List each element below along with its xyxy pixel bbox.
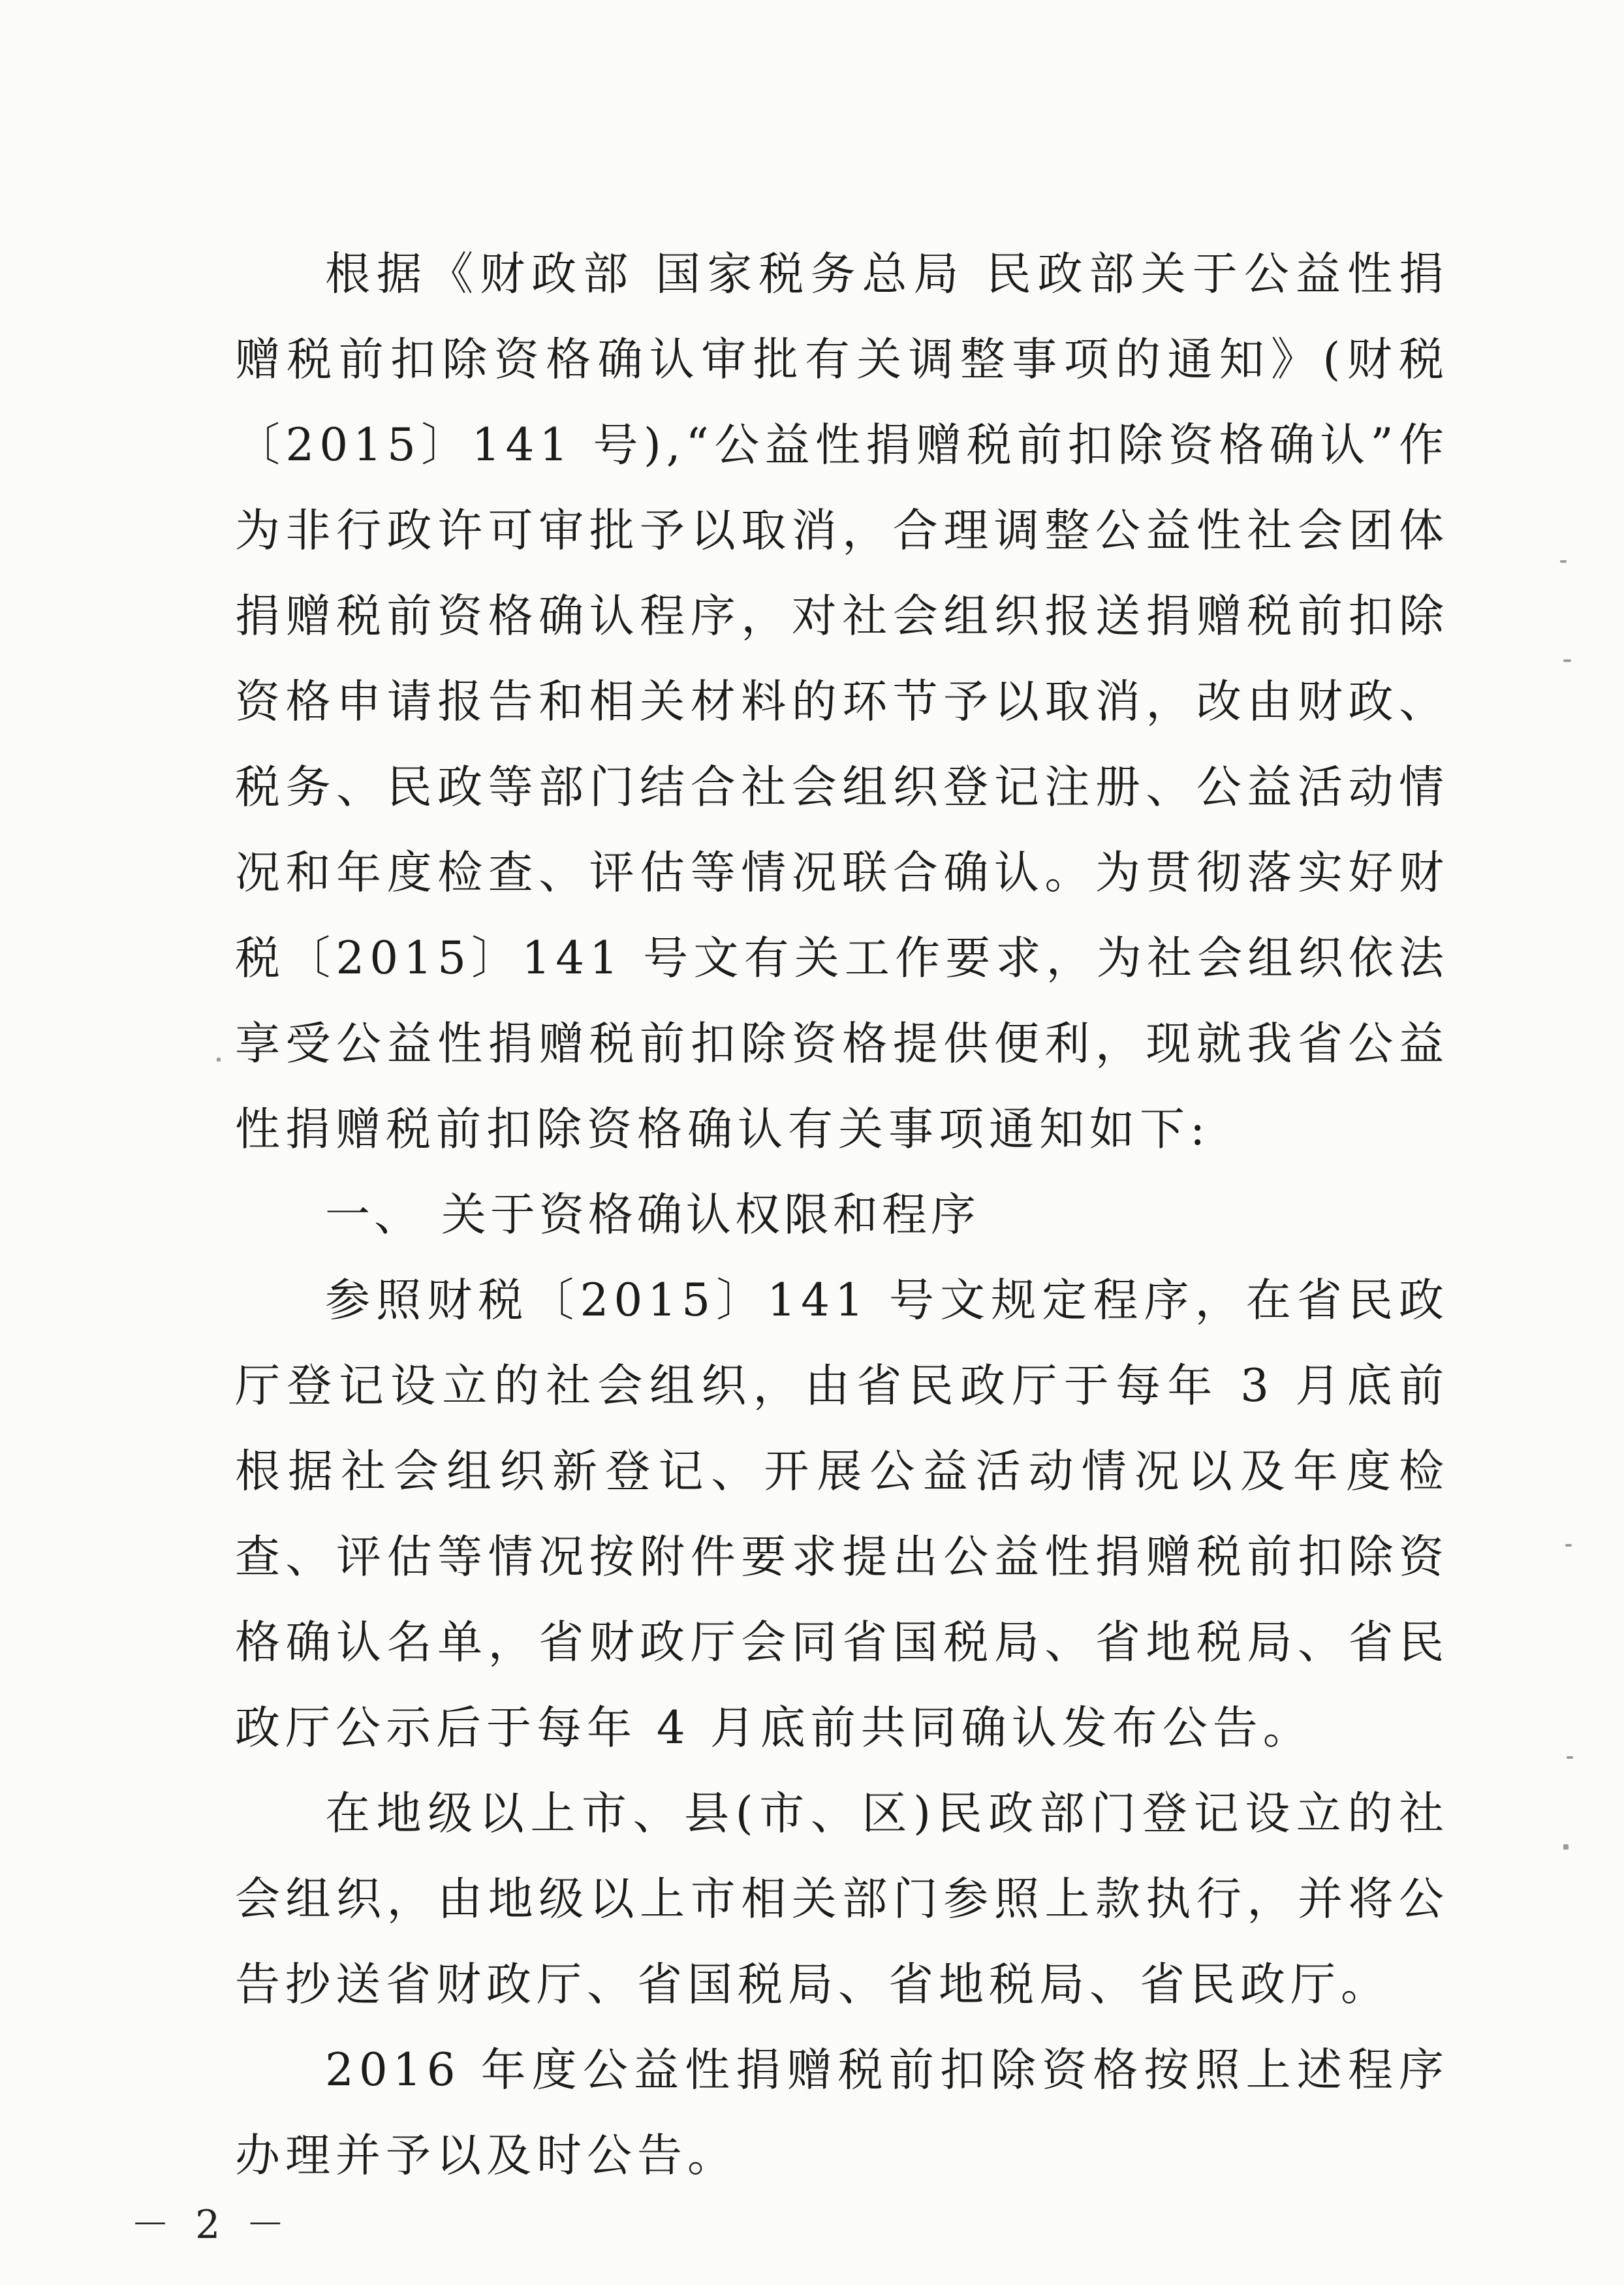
paragraph-intro: 根据《财政部 国家税务总局 民政部关于公益性捐赠税前扣除资格确认审批有关调整事项的通知》(财税〔2015〕141 号),“公益性捐赠税前扣除资格确认”作为非行政许可审批予以取消，合理调整公益性社会团体捐赠税前资格确认程序，对社会组织报送捐赠税前扣除资格申请报告和相关材料的环节予以取消，改由财政、税务、民政等部门结合社会组织登记注册、公益活动情况和年度检查、评估等情况联合确认。为贯彻落实好财税〔2015〕141 号文有关工作要求，为社会组织依法享受公益性捐赠税前扣除资格提供便利，现就我省公益性捐赠税前扣除资格确认有关事项通知如下: — [235, 248, 1449, 1156]
scan-speck — [1565, 1544, 1572, 1547]
page-number: － 2 － — [131, 2202, 292, 2248]
scan-speck — [1563, 1844, 1569, 1850]
paragraph-municipal-procedure: 在地级以上市、县(市、区)民政部门登记设立的社会组织，由地级以上市相关部门参照上款执行，并将公告抄送省财政厅、省国税局、省地税局、省民政厅。 — [235, 1788, 1449, 2011]
paragraph-2016-annual: 2016 年度公益性捐赠税前扣除资格按照上述程序办理并予以及时公告。 — [235, 2044, 1449, 2182]
scan-speck — [1560, 560, 1567, 563]
section-heading-1: 一、 关于资格确认权限和程序 — [325, 1189, 980, 1241]
document-page — [235, 232, 1449, 2199]
scan-speck — [1563, 659, 1571, 662]
scan-speck — [1567, 1756, 1573, 1759]
paragraph-provincial-procedure: 参照财税〔2015〕141 号文规定程序，在省民政厅登记设立的社会组织，由省民政厅于每年 3 月底前根据社会组织新登记、开展公益活动情况以及年度检查、评估等情况按附件要求提出公益性捐赠税前扣除资格确认名单，省财政厅会同省国税局、省地税局、省民政厅公示后于每年 4 月底前共同确认发布公告。 — [235, 1274, 1449, 1754]
scan-speck — [217, 1058, 221, 1062]
